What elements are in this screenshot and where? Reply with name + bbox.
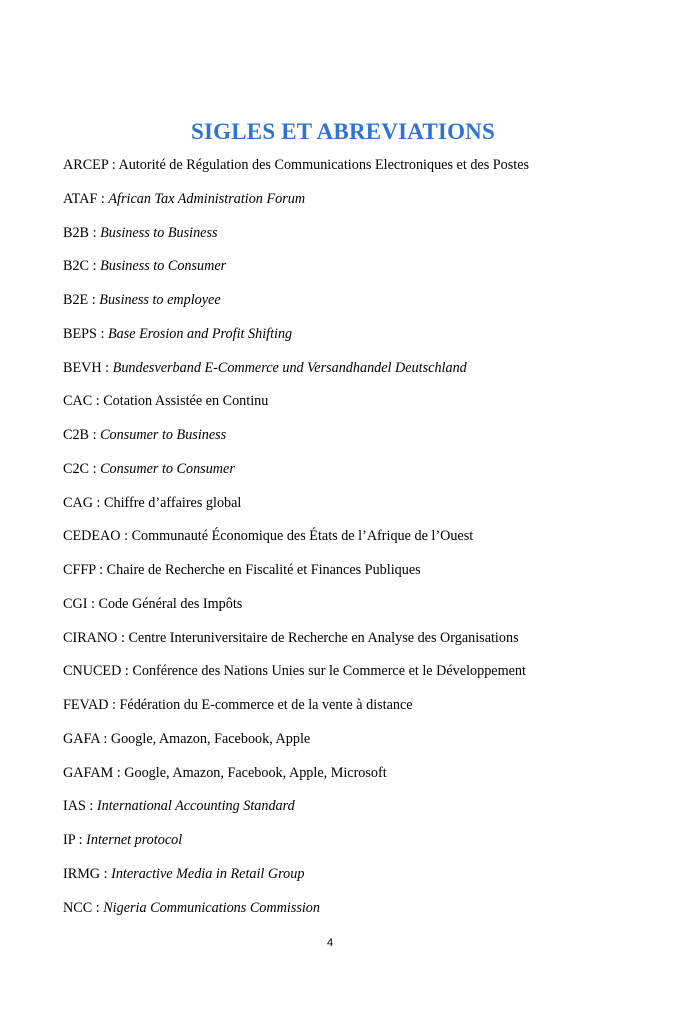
abbreviation-separator: : <box>89 258 101 275</box>
abbreviation-definition: Consumer to Consumer <box>100 460 235 477</box>
abbreviation-separator: : <box>108 157 119 173</box>
abbreviation-definition: Interactive Media in Retail Group <box>111 865 305 882</box>
abbreviation-separator: : <box>95 562 107 578</box>
abbreviation-entry <box>63 490 683 524</box>
abbreviation-separator: : <box>89 224 101 241</box>
page-number: 4 <box>326 937 334 949</box>
abbreviation-entry <box>63 793 683 827</box>
abbreviation-separator: : <box>117 629 129 646</box>
abbreviation-term: B2B <box>63 224 90 241</box>
abbreviation-definition: Centre Interuniversitaire de Recherche en Analyse des Organisations <box>128 629 519 646</box>
abbreviation-entry <box>63 287 683 321</box>
abbreviation-entry <box>63 827 683 861</box>
abbreviation-term: BEPS <box>63 325 97 342</box>
abbreviation-term: CGI <box>63 595 88 612</box>
abbreviation-separator: : <box>99 730 111 747</box>
abbreviation-definition: Business to Business <box>100 224 218 241</box>
page-title: SIGLES ET ABREVIATIONS <box>191 119 495 145</box>
abbreviation-definition: Chaire de Recherche en Fiscalité et Finances Publiques <box>106 562 421 578</box>
abbreviation-term: IAS <box>63 798 86 815</box>
abbreviation-definition: Cotation Assistée en Continu <box>103 393 269 410</box>
abbreviation-definition: Google, Amazon, Facebook, Apple, Microsoft <box>124 764 387 781</box>
abbreviation-term: CFFP <box>63 562 96 578</box>
abbreviation-separator: : <box>87 595 99 612</box>
abbreviation-entry <box>63 456 683 490</box>
abbreviation-term: CEDEAO <box>63 528 121 545</box>
abbreviation-entry <box>63 253 683 287</box>
abbreviation-term: CAC <box>63 393 93 410</box>
abbreviation-term: C2B <box>63 427 90 443</box>
abbreviation-definition: Conférence des Nations Unies sur le Commerce et le Développement <box>132 663 526 680</box>
abbreviation-term: B2E <box>63 292 89 308</box>
abbreviation-entry <box>63 523 683 557</box>
abbreviation-term: GAFAM <box>63 764 114 781</box>
abbreviation-term: ATAF <box>63 190 98 207</box>
abbreviation-separator: : <box>85 798 97 815</box>
abbreviation-entry <box>63 557 683 591</box>
abbreviation-separator: : <box>120 528 132 545</box>
abbreviation-entry <box>63 152 683 186</box>
abbreviation-separator: : <box>113 764 125 781</box>
abbreviation-entry <box>63 321 683 355</box>
abbreviation-definition: Google, Amazon, Facebook, Apple <box>110 730 311 747</box>
abbreviation-term: CIRANO <box>63 629 118 646</box>
abbreviation-definition: Business to Consumer <box>100 258 227 275</box>
abbreviation-entry <box>63 726 683 760</box>
abbreviation-definition: Fédération du E-commerce et de la vente à distance <box>119 697 413 713</box>
abbreviation-separator: : <box>108 697 120 713</box>
abbreviation-definition: International Accounting Standard <box>96 798 295 815</box>
abbreviation-separator: : <box>75 832 87 848</box>
abbreviation-term: FEVAD <box>63 697 109 713</box>
abbreviation-term: IRMG <box>63 865 101 882</box>
abbreviation-separator: : <box>92 899 104 916</box>
abbreviation-term: B2C <box>63 258 90 275</box>
abbreviation-entry <box>63 355 683 389</box>
abbreviation-entry <box>63 692 683 726</box>
abbreviation-separator: : <box>100 865 112 882</box>
abbreviation-entry <box>63 760 683 794</box>
abbreviation-definition: Base Erosion and Profit Shifting <box>107 325 293 342</box>
abbreviation-term: C2C <box>63 460 90 477</box>
abbreviation-definition: Autorité de Régulation des Communications Electroniques et des Postes <box>118 157 530 173</box>
abbreviation-entry <box>63 220 683 254</box>
abbreviation-definition: Nigeria Communications Commission <box>103 899 320 916</box>
abbreviation-definition: Internet protocol <box>86 832 183 848</box>
abbreviation-term: IP <box>63 832 76 848</box>
abbreviation-definition: African Tax Administration Forum <box>108 190 306 207</box>
abbreviation-term: CAG <box>63 494 93 511</box>
abbreviation-definition: Code Général des Impôts <box>98 595 243 612</box>
abbreviation-entry <box>63 422 683 456</box>
abbreviation-definition: Business to employee <box>99 292 221 308</box>
abbreviation-entry <box>63 861 683 895</box>
abbreviation-separator: : <box>101 359 113 376</box>
abbreviation-entry <box>63 895 683 929</box>
abbreviation-separator: : <box>96 325 108 342</box>
abbreviation-term: GAFA <box>63 730 100 747</box>
abbreviation-separator: : <box>89 427 101 443</box>
abbreviation-term: NCC <box>63 899 93 916</box>
abbreviation-entry <box>63 658 683 692</box>
abbreviation-definition: Consumer to Business <box>100 427 227 443</box>
abbreviation-separator: : <box>121 663 133 680</box>
abbreviation-definition: Chiffre d’affaires global <box>104 494 242 511</box>
abbreviation-definition: Communauté Économique des États de l’Afrique de l’Ouest <box>131 528 474 545</box>
abbreviation-term: BEVH <box>63 359 102 376</box>
abbreviation-term: CNUCED <box>63 663 122 680</box>
abbreviation-list <box>63 152 683 928</box>
abbreviation-term: ARCEP <box>63 157 109 173</box>
abbreviation-separator: : <box>97 190 109 207</box>
abbreviation-entry <box>63 388 683 422</box>
abbreviation-separator: : <box>88 292 100 308</box>
abbreviation-definition: Bundesverband E-Commerce und Versandhandel Deutschland <box>112 359 467 376</box>
abbreviation-separator: : <box>89 460 101 477</box>
abbreviation-entry <box>63 591 683 625</box>
abbreviation-entry <box>63 186 683 220</box>
abbreviation-separator: : <box>92 393 104 410</box>
abbreviation-separator: : <box>92 494 105 511</box>
abbreviation-entry <box>63 625 683 659</box>
